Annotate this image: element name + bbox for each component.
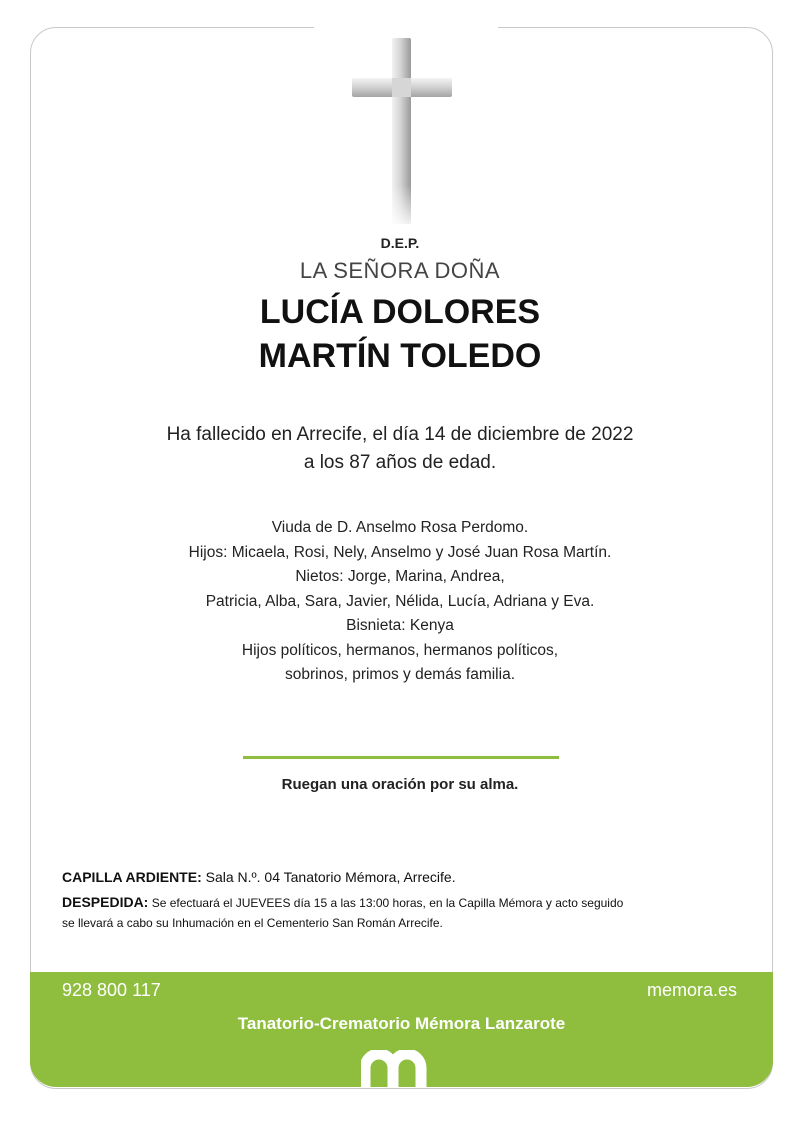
website-link[interactable]: memora.es: [646, 980, 737, 1000]
footer-bar: [30, 972, 773, 1087]
phone-number[interactable]: 928 800 117: [62, 980, 161, 1000]
despedida-line2: se llevará a cabo su Inhumación en el Cementerio San Román Arrecife.: [62, 916, 443, 930]
despedida-label: DESPEDIDA:: [62, 894, 149, 910]
family-line: Hijos: Micaela, Rosi, Nely, Anselmo y José Juan Rosa Martín.: [188, 543, 612, 561]
deceased-title: LA SEÑORA DOÑA: [299, 258, 501, 283]
capilla-text: Sala N.º. 04 Tanatorio Mémora, Arrecife.: [205, 869, 456, 885]
family-list: [0, 516, 800, 688]
prayer-request: Ruegan una oración por su alma.: [281, 776, 519, 793]
memora-logo-icon: [361, 1050, 441, 1087]
despedida-info: [62, 892, 752, 933]
company-name: Tanatorio-Crematorio Mémora Lanzarote: [237, 1014, 566, 1033]
dep-label: D.E.P.: [380, 235, 420, 251]
green-divider: [243, 756, 559, 759]
family-line: sobrinos, primos y demás familia.: [285, 666, 515, 683]
deceased-name-line2: MARTÍN TOLEDO: [258, 337, 542, 375]
capilla-label: CAPILLA ARDIENTE:: [62, 869, 202, 885]
age-statement: a los 87 años de edad.: [303, 452, 497, 473]
death-statement: Ha fallecido en Arrecife, el día 14 de diciembre de 2022: [166, 424, 634, 445]
family-line: Nietos: Jorge, Marina, Andrea,: [295, 568, 505, 585]
family-line: Patricia, Alba, Sara, Javier, Nélida, Lucía, Adriana y Eva.: [205, 592, 595, 610]
family-line: Bisnieta: Kenya: [346, 617, 454, 634]
deceased-name-line1: LUCÍA DOLORES: [259, 293, 541, 331]
cross-icon: [352, 38, 452, 224]
capilla-ardiente-info: [62, 869, 752, 885]
family-line: Viuda de D. Anselmo Rosa Perdomo.: [271, 519, 529, 536]
cross-border-gap: [314, 20, 498, 34]
family-line: Hijos políticos, hermanos, hermanos políticos,: [241, 641, 559, 659]
despedida-line1: Se efectuará el JUEVEES día 15 a las 13:00 horas, en la Capilla Mémora y acto seguido: [151, 896, 624, 910]
